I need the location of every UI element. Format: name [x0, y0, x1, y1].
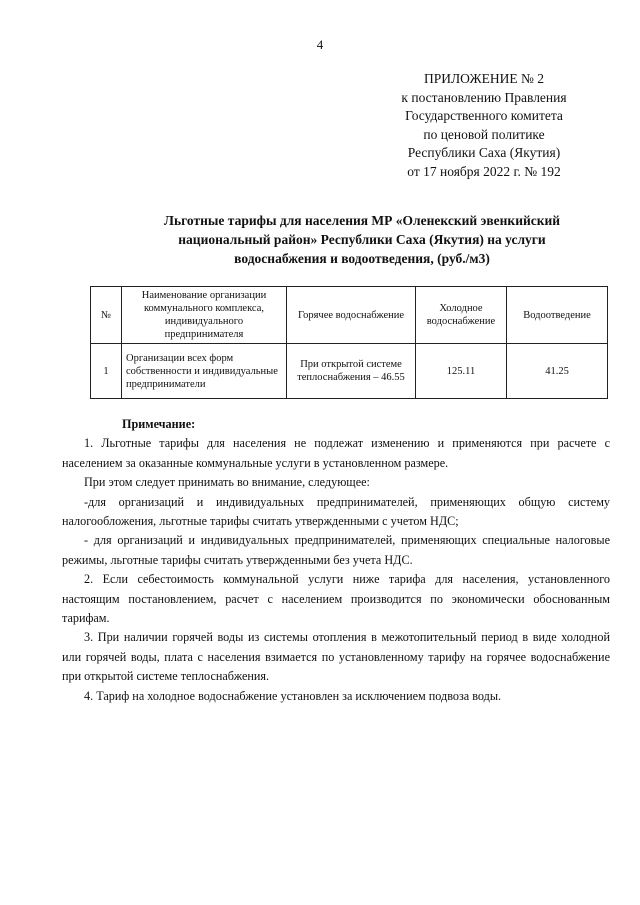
page-number: 4 — [316, 37, 324, 52]
cell-cold-water: 125.11 — [416, 344, 507, 399]
note-paragraph: - для организаций и индивидуальных предпринимателей, применяющих специальные налоговые режимы, льготные тарифы считать утвержденными без учета НДС. — [62, 533, 610, 567]
appendix-line: Государственного комитета — [405, 108, 563, 124]
appendix-line: ПРИЛОЖЕНИЕ № 2 — [423, 71, 545, 86]
title-line: водоснабжения и водоотведения, (руб./м3) — [234, 251, 490, 266]
appendix-line: к постановлению Правления — [401, 89, 567, 105]
header-hot-water: Горячее водоснабжение — [287, 287, 416, 344]
tariff-table — [90, 286, 608, 399]
appendix-header — [375, 70, 593, 182]
cell-num: 1 — [91, 344, 122, 399]
header-organization: Наименование организации коммунального комплекса, индивидуального предпринимателя — [122, 287, 287, 344]
header-num: № — [91, 287, 122, 344]
cell-hot-water: При открытой системе теплоснабжения – 46.55 — [287, 344, 416, 399]
note-paragraph: 2. Если себестоимость коммунальной услуги ниже тарифа для населения, установленного настоящим постановлением, расчет с населением производится по экономически обоснованным тарифам. — [62, 572, 610, 626]
cell-sewerage: 41.25 — [507, 344, 608, 399]
table-header-row — [91, 287, 608, 344]
notes-heading: Примечание: — [122, 417, 196, 431]
title-line: национальный район» Республики Саха (Якутия) на услуги — [178, 232, 546, 247]
note-paragraph: 3. При наличии горячей воды из системы отопления в межотопительный период в виде холодной или горячей воды, плата с населения взимается по установленному тарифу на горячее водоснабжение при открытой системе теплоснабжения. — [62, 630, 610, 684]
note-paragraph: 1. Льготные тарифы для населения не подлежат изменению и применяются при расчете с населением за оказанные коммунальные услуги в установленном размере. — [62, 436, 610, 470]
note-paragraph: При этом следует принимать во внимание, следующее: — [84, 475, 370, 490]
header-sewerage: Водоотведение — [507, 287, 608, 344]
notes-section — [62, 415, 610, 706]
appendix-line: Республики Саха (Якутия) — [407, 145, 561, 161]
note-paragraph: -для организаций и индивидуальных предпринимателей, применяющих общую систему налогообложения, льготные тарифы считать утвержденными с учетом НДС; — [62, 494, 610, 529]
cell-organization: Организации всех форм собственности и индивидуальные предприниматели — [122, 344, 287, 399]
table-row — [91, 344, 608, 399]
appendix-line: по ценовой политике — [423, 126, 545, 142]
title-line: Льготные тарифы для населения МР «Оленекский эвенкийский — [163, 213, 561, 228]
header-cold-water: Холодное водоснабжение — [416, 287, 507, 344]
appendix-line: от 17 ноября 2022 г. № 192 — [407, 163, 561, 179]
note-paragraph: 4. Тариф на холодное водоснабжение установлен за исключением подвоза воды. — [84, 688, 502, 703]
document-title — [100, 211, 624, 268]
